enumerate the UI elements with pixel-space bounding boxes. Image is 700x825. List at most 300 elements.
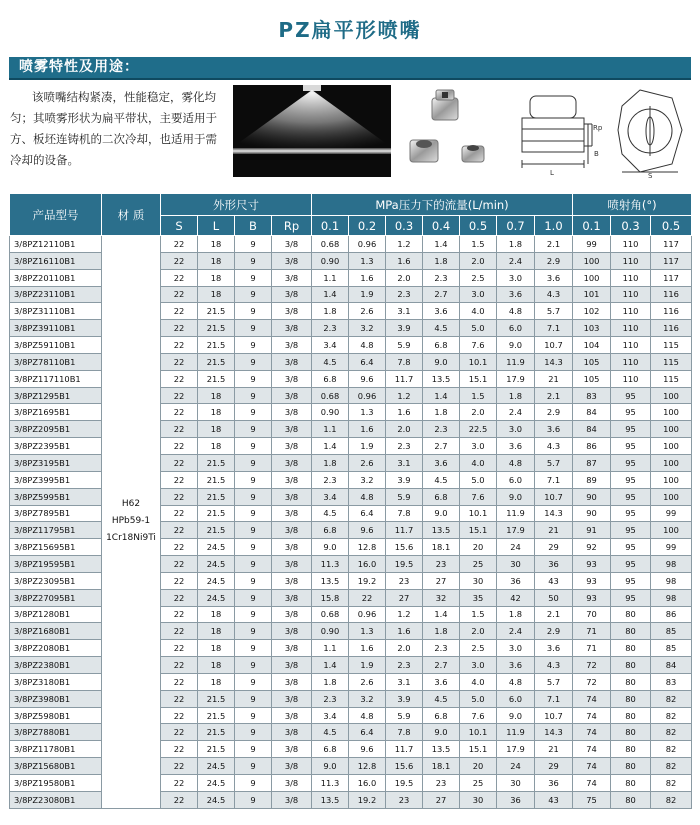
value-cell: 29 <box>535 758 573 775</box>
value-cell: 3/8 <box>272 758 312 775</box>
value-cell: 24.5 <box>198 791 235 808</box>
value-cell: 1.6 <box>349 269 386 286</box>
model-cell: 3/8PZ11780B1 <box>10 741 102 758</box>
value-cell: 15.1 <box>460 370 497 387</box>
value-cell: 10.1 <box>460 505 497 522</box>
model-cell: 3/8PZ31110B1 <box>10 303 102 320</box>
value-cell: 3/8 <box>272 236 312 253</box>
s-dimension-label: S <box>648 172 653 179</box>
header-dimensions: 外形尺寸 <box>161 194 312 216</box>
model-cell: 3/8PZ1295B1 <box>10 387 102 404</box>
nozzle-parts-icon <box>402 86 502 176</box>
model-cell: 3/8PZ5995B1 <box>10 488 102 505</box>
value-cell: 24 <box>497 758 535 775</box>
value-cell: 4.5 <box>423 471 460 488</box>
value-cell: 6.8 <box>312 522 349 539</box>
l-dimension-label: L <box>550 169 554 177</box>
value-cell: 1.5 <box>460 606 497 623</box>
value-cell: 1.8 <box>312 673 349 690</box>
model-cell: 3/8PZ59110B1 <box>10 337 102 354</box>
header-dim-col: L <box>198 216 235 236</box>
value-cell: 4.8 <box>349 488 386 505</box>
value-cell: 22 <box>161 741 198 758</box>
value-cell: 80 <box>611 758 651 775</box>
value-cell: 1.6 <box>349 421 386 438</box>
value-cell: 80 <box>611 673 651 690</box>
value-cell: 11.9 <box>497 353 535 370</box>
value-cell: 6.4 <box>349 724 386 741</box>
value-cell: 3/8 <box>272 623 312 640</box>
value-cell: 21.5 <box>198 488 235 505</box>
value-cell: 10.1 <box>460 724 497 741</box>
value-cell: 9.0 <box>312 758 349 775</box>
value-cell: 0.68 <box>312 387 349 404</box>
value-cell: 22 <box>161 606 198 623</box>
value-cell: 22 <box>161 690 198 707</box>
value-cell: 6.8 <box>312 741 349 758</box>
value-cell: 3/8 <box>272 404 312 421</box>
value-cell: 7.1 <box>535 320 573 337</box>
value-cell: 3/8 <box>272 488 312 505</box>
value-cell: 29 <box>535 539 573 556</box>
value-cell: 12.8 <box>349 758 386 775</box>
value-cell: 21 <box>535 370 573 387</box>
value-cell: 2.7 <box>423 657 460 674</box>
value-cell: 3.4 <box>312 337 349 354</box>
value-cell: 3.6 <box>535 640 573 657</box>
value-cell: 4.0 <box>460 303 497 320</box>
value-cell: 3/8 <box>272 775 312 792</box>
material-line: 1Cr18Ni9Ti <box>106 533 156 544</box>
value-cell: 18 <box>198 421 235 438</box>
value-cell: 24.5 <box>198 572 235 589</box>
value-cell: 7.1 <box>535 690 573 707</box>
model-cell: 3/8PZ3180B1 <box>10 673 102 690</box>
value-cell: 2.0 <box>460 252 497 269</box>
value-cell: 3/8 <box>272 673 312 690</box>
model-cell: 3/8PZ15695B1 <box>10 539 102 556</box>
value-cell: 36 <box>497 572 535 589</box>
value-cell: 21 <box>535 522 573 539</box>
value-cell: 22 <box>161 438 198 455</box>
value-cell: 9 <box>235 741 272 758</box>
value-cell: 2.1 <box>535 236 573 253</box>
value-cell: 1.9 <box>349 286 386 303</box>
value-cell: 22 <box>161 673 198 690</box>
value-cell: 95 <box>611 522 651 539</box>
value-cell: 3.6 <box>423 303 460 320</box>
model-cell: 3/8PZ2095B1 <box>10 421 102 438</box>
value-cell: 4.0 <box>460 673 497 690</box>
table-row <box>10 236 692 253</box>
value-cell: 9 <box>235 303 272 320</box>
rp-dimension-label: Rp <box>593 124 603 132</box>
value-cell: 22 <box>161 556 198 573</box>
value-cell: 1.5 <box>460 387 497 404</box>
value-cell: 95 <box>611 539 651 556</box>
value-cell: 1.1 <box>312 269 349 286</box>
value-cell: 5.9 <box>386 707 423 724</box>
value-cell: 10.7 <box>535 707 573 724</box>
value-cell: 1.6 <box>386 404 423 421</box>
value-cell: 9 <box>235 707 272 724</box>
value-cell: 9 <box>235 488 272 505</box>
value-cell: 2.4 <box>497 623 535 640</box>
value-cell: 82 <box>651 707 692 724</box>
value-cell: 90 <box>573 488 611 505</box>
value-cell: 3/8 <box>272 791 312 808</box>
value-cell: 30 <box>460 791 497 808</box>
value-cell: 95 <box>611 387 651 404</box>
value-cell: 3/8 <box>272 269 312 286</box>
value-cell: 3/8 <box>272 438 312 455</box>
value-cell: 23 <box>386 791 423 808</box>
value-cell: 100 <box>651 421 692 438</box>
value-cell: 18 <box>198 657 235 674</box>
value-cell: 11.9 <box>497 505 535 522</box>
value-cell: 22 <box>161 623 198 640</box>
value-cell: 22 <box>161 775 198 792</box>
value-cell: 4.5 <box>312 505 349 522</box>
value-cell: 3/8 <box>272 505 312 522</box>
header-flow-col: 0.7 <box>497 216 535 236</box>
value-cell: 9 <box>235 269 272 286</box>
value-cell: 9 <box>235 657 272 674</box>
value-cell: 1.8 <box>423 404 460 421</box>
value-cell: 9 <box>235 286 272 303</box>
value-cell: 2.3 <box>386 286 423 303</box>
value-cell: 100 <box>651 522 692 539</box>
value-cell: 22 <box>161 505 198 522</box>
value-cell: 25 <box>460 775 497 792</box>
header-angle-col: 0.5 <box>651 216 692 236</box>
value-cell: 15.8 <box>312 589 349 606</box>
value-cell: 1.3 <box>349 252 386 269</box>
value-cell: 0.68 <box>312 236 349 253</box>
value-cell: 74 <box>573 724 611 741</box>
value-cell: 80 <box>611 690 651 707</box>
value-cell: 11.3 <box>312 775 349 792</box>
value-cell: 3/8 <box>272 572 312 589</box>
value-cell: 5.7 <box>535 454 573 471</box>
value-cell: 110 <box>611 337 651 354</box>
value-cell: 3/8 <box>272 320 312 337</box>
value-cell: 15.6 <box>386 758 423 775</box>
value-cell: 3/8 <box>272 640 312 657</box>
value-cell: 85 <box>651 623 692 640</box>
header-material: 材 质 <box>102 194 161 236</box>
value-cell: 1.2 <box>386 236 423 253</box>
model-cell: 3/8PZ5980B1 <box>10 707 102 724</box>
value-cell: 2.6 <box>349 454 386 471</box>
header-flow-col: 1.0 <box>535 216 573 236</box>
value-cell: 95 <box>611 556 651 573</box>
value-cell: 95 <box>611 471 651 488</box>
model-cell: 3/8PZ11795B1 <box>10 522 102 539</box>
value-cell: 9.6 <box>349 370 386 387</box>
value-cell: 6.4 <box>349 505 386 522</box>
value-cell: 18 <box>198 387 235 404</box>
value-cell: 75 <box>573 791 611 808</box>
value-cell: 1.8 <box>497 387 535 404</box>
value-cell: 2.3 <box>423 640 460 657</box>
value-cell: 9 <box>235 236 272 253</box>
value-cell: 18 <box>198 438 235 455</box>
value-cell: 9.6 <box>349 741 386 758</box>
value-cell: 22 <box>161 539 198 556</box>
value-cell: 5.0 <box>460 320 497 337</box>
value-cell: 104 <box>573 337 611 354</box>
value-cell: 17.9 <box>497 522 535 539</box>
value-cell: 1.9 <box>349 438 386 455</box>
value-cell: 117 <box>651 252 692 269</box>
value-cell: 24.5 <box>198 539 235 556</box>
value-cell: 2.1 <box>535 606 573 623</box>
value-cell: 95 <box>611 488 651 505</box>
value-cell: 13.5 <box>423 741 460 758</box>
value-cell: 1.8 <box>497 236 535 253</box>
value-cell: 80 <box>611 775 651 792</box>
value-cell: 9.0 <box>497 337 535 354</box>
value-cell: 100 <box>651 404 692 421</box>
value-cell: 22 <box>161 252 198 269</box>
page-title: PZ扁平形喷嘴 <box>278 18 422 42</box>
value-cell: 3/8 <box>272 421 312 438</box>
value-cell: 5.9 <box>386 337 423 354</box>
value-cell: 9 <box>235 572 272 589</box>
value-cell: 100 <box>651 454 692 471</box>
value-cell: 18 <box>198 640 235 657</box>
value-cell: 2.6 <box>349 303 386 320</box>
value-cell: 21.5 <box>198 353 235 370</box>
value-cell: 43 <box>535 572 573 589</box>
value-cell: 9 <box>235 640 272 657</box>
value-cell: 7.6 <box>460 707 497 724</box>
value-cell: 0.90 <box>312 404 349 421</box>
value-cell: 22 <box>161 522 198 539</box>
value-cell: 11.7 <box>386 741 423 758</box>
value-cell: 1.6 <box>386 623 423 640</box>
header-flow-col: 0.4 <box>423 216 460 236</box>
value-cell: 36 <box>535 775 573 792</box>
value-cell: 23 <box>386 572 423 589</box>
spec-table <box>9 193 692 809</box>
model-cell: 3/8PZ78110B1 <box>10 353 102 370</box>
value-cell: 1.4 <box>312 657 349 674</box>
value-cell: 7.6 <box>460 488 497 505</box>
model-cell: 3/8PZ2395B1 <box>10 438 102 455</box>
value-cell: 21.5 <box>198 303 235 320</box>
model-cell: 3/8PZ12110B1 <box>10 236 102 253</box>
value-cell: 3.9 <box>386 471 423 488</box>
value-cell: 95 <box>611 505 651 522</box>
value-cell: 0.90 <box>312 252 349 269</box>
value-cell: 3.6 <box>497 438 535 455</box>
value-cell: 13.5 <box>423 522 460 539</box>
value-cell: 21.5 <box>198 724 235 741</box>
header-flow-col: 0.2 <box>349 216 386 236</box>
value-cell: 98 <box>651 572 692 589</box>
header-flow-col: 0.5 <box>460 216 497 236</box>
value-cell: 9.0 <box>312 539 349 556</box>
value-cell: 91 <box>573 522 611 539</box>
value-cell: 3.9 <box>386 690 423 707</box>
model-cell: 3/8PZ117110B1 <box>10 370 102 387</box>
value-cell: 9.0 <box>497 707 535 724</box>
value-cell: 110 <box>611 303 651 320</box>
value-cell: 18 <box>198 404 235 421</box>
value-cell: 82 <box>651 758 692 775</box>
value-cell: 82 <box>651 791 692 808</box>
value-cell: 4.5 <box>423 690 460 707</box>
value-cell: 74 <box>573 775 611 792</box>
value-cell: 23 <box>423 775 460 792</box>
value-cell: 9 <box>235 690 272 707</box>
value-cell: 116 <box>651 303 692 320</box>
value-cell: 9 <box>235 539 272 556</box>
value-cell: 6.8 <box>312 370 349 387</box>
technical-drawing <box>510 84 690 179</box>
value-cell: 86 <box>573 438 611 455</box>
value-cell: 18 <box>198 673 235 690</box>
header-dim-col: S <box>161 216 198 236</box>
value-cell: 85 <box>651 640 692 657</box>
value-cell: 101 <box>573 286 611 303</box>
value-cell: 22 <box>161 657 198 674</box>
value-cell: 86 <box>651 606 692 623</box>
value-cell: 6.8 <box>423 488 460 505</box>
nozzle-drawing-icon <box>510 84 690 179</box>
value-cell: 5.7 <box>535 673 573 690</box>
value-cell: 22 <box>161 337 198 354</box>
value-cell: 100 <box>651 438 692 455</box>
value-cell: 3.1 <box>386 673 423 690</box>
value-cell: 71 <box>573 640 611 657</box>
model-cell: 3/8PZ39110B1 <box>10 320 102 337</box>
value-cell: 32 <box>423 589 460 606</box>
value-cell: 30 <box>497 556 535 573</box>
value-cell: 15.6 <box>386 539 423 556</box>
value-cell: 9 <box>235 387 272 404</box>
value-cell: 9 <box>235 320 272 337</box>
value-cell: 5.9 <box>386 488 423 505</box>
value-cell: 117 <box>651 269 692 286</box>
value-cell: 10.7 <box>535 488 573 505</box>
value-cell: 19.5 <box>386 775 423 792</box>
value-cell: 10.7 <box>535 337 573 354</box>
value-cell: 42 <box>497 589 535 606</box>
value-cell: 6.0 <box>497 471 535 488</box>
model-cell: 3/8PZ23080B1 <box>10 791 102 808</box>
value-cell: 1.1 <box>312 640 349 657</box>
value-cell: 2.0 <box>386 269 423 286</box>
value-cell: 36 <box>535 556 573 573</box>
value-cell: 18 <box>198 252 235 269</box>
value-cell: 21.5 <box>198 471 235 488</box>
value-cell: 100 <box>651 488 692 505</box>
value-cell: 4.8 <box>349 707 386 724</box>
value-cell: 5.0 <box>460 471 497 488</box>
value-cell: 13.5 <box>312 572 349 589</box>
value-cell: 18.1 <box>423 758 460 775</box>
value-cell: 99 <box>651 539 692 556</box>
value-cell: 0.96 <box>349 387 386 404</box>
value-cell: 7.8 <box>386 724 423 741</box>
value-cell: 80 <box>611 724 651 741</box>
model-cell: 3/8PZ3195B1 <box>10 454 102 471</box>
value-cell: 3.6 <box>497 286 535 303</box>
value-cell: 82 <box>651 775 692 792</box>
value-cell: 21.5 <box>198 370 235 387</box>
value-cell: 30 <box>497 775 535 792</box>
value-cell: 22 <box>161 303 198 320</box>
value-cell: 21.5 <box>198 337 235 354</box>
b-dimension-label: B <box>594 150 599 158</box>
model-cell: 3/8PZ3995B1 <box>10 471 102 488</box>
value-cell: 74 <box>573 741 611 758</box>
header-angle-col: 0.1 <box>573 216 611 236</box>
value-cell: 1.8 <box>423 252 460 269</box>
value-cell: 2.7 <box>423 438 460 455</box>
value-cell: 18 <box>198 623 235 640</box>
value-cell: 2.4 <box>497 252 535 269</box>
value-cell: 3.6 <box>423 454 460 471</box>
value-cell: 105 <box>573 353 611 370</box>
header-dim-col: B <box>235 216 272 236</box>
value-cell: 3.0 <box>497 269 535 286</box>
model-cell: 3/8PZ1680B1 <box>10 623 102 640</box>
value-cell: 20 <box>460 758 497 775</box>
value-cell: 3/8 <box>272 471 312 488</box>
value-cell: 22 <box>161 404 198 421</box>
value-cell: 3.4 <box>312 488 349 505</box>
value-cell: 2.4 <box>497 404 535 421</box>
value-cell: 9 <box>235 471 272 488</box>
value-cell: 14.3 <box>535 353 573 370</box>
value-cell: 9 <box>235 589 272 606</box>
value-cell: 3/8 <box>272 353 312 370</box>
value-cell: 18.1 <box>423 539 460 556</box>
value-cell: 0.96 <box>349 606 386 623</box>
value-cell: 6.8 <box>423 707 460 724</box>
value-cell: 4.0 <box>460 454 497 471</box>
value-cell: 25 <box>460 556 497 573</box>
value-cell: 12.8 <box>349 539 386 556</box>
material-cell <box>102 236 161 809</box>
spray-pattern-photo <box>233 85 391 177</box>
value-cell: 3/8 <box>272 522 312 539</box>
value-cell: 99 <box>573 236 611 253</box>
value-cell: 3.6 <box>535 421 573 438</box>
value-cell: 30 <box>460 572 497 589</box>
value-cell: 110 <box>611 320 651 337</box>
value-cell: 82 <box>651 724 692 741</box>
value-cell: 3/8 <box>272 606 312 623</box>
value-cell: 18 <box>198 286 235 303</box>
model-cell: 3/8PZ7880B1 <box>10 724 102 741</box>
value-cell: 3/8 <box>272 252 312 269</box>
value-cell: 22 <box>161 387 198 404</box>
value-cell: 4.8 <box>497 454 535 471</box>
value-cell: 3/8 <box>272 741 312 758</box>
value-cell: 3/8 <box>272 707 312 724</box>
value-cell: 1.4 <box>423 387 460 404</box>
value-cell: 92 <box>573 539 611 556</box>
value-cell: 110 <box>611 236 651 253</box>
value-cell: 3.9 <box>386 320 423 337</box>
value-cell: 11.7 <box>386 522 423 539</box>
value-cell: 1.2 <box>386 387 423 404</box>
